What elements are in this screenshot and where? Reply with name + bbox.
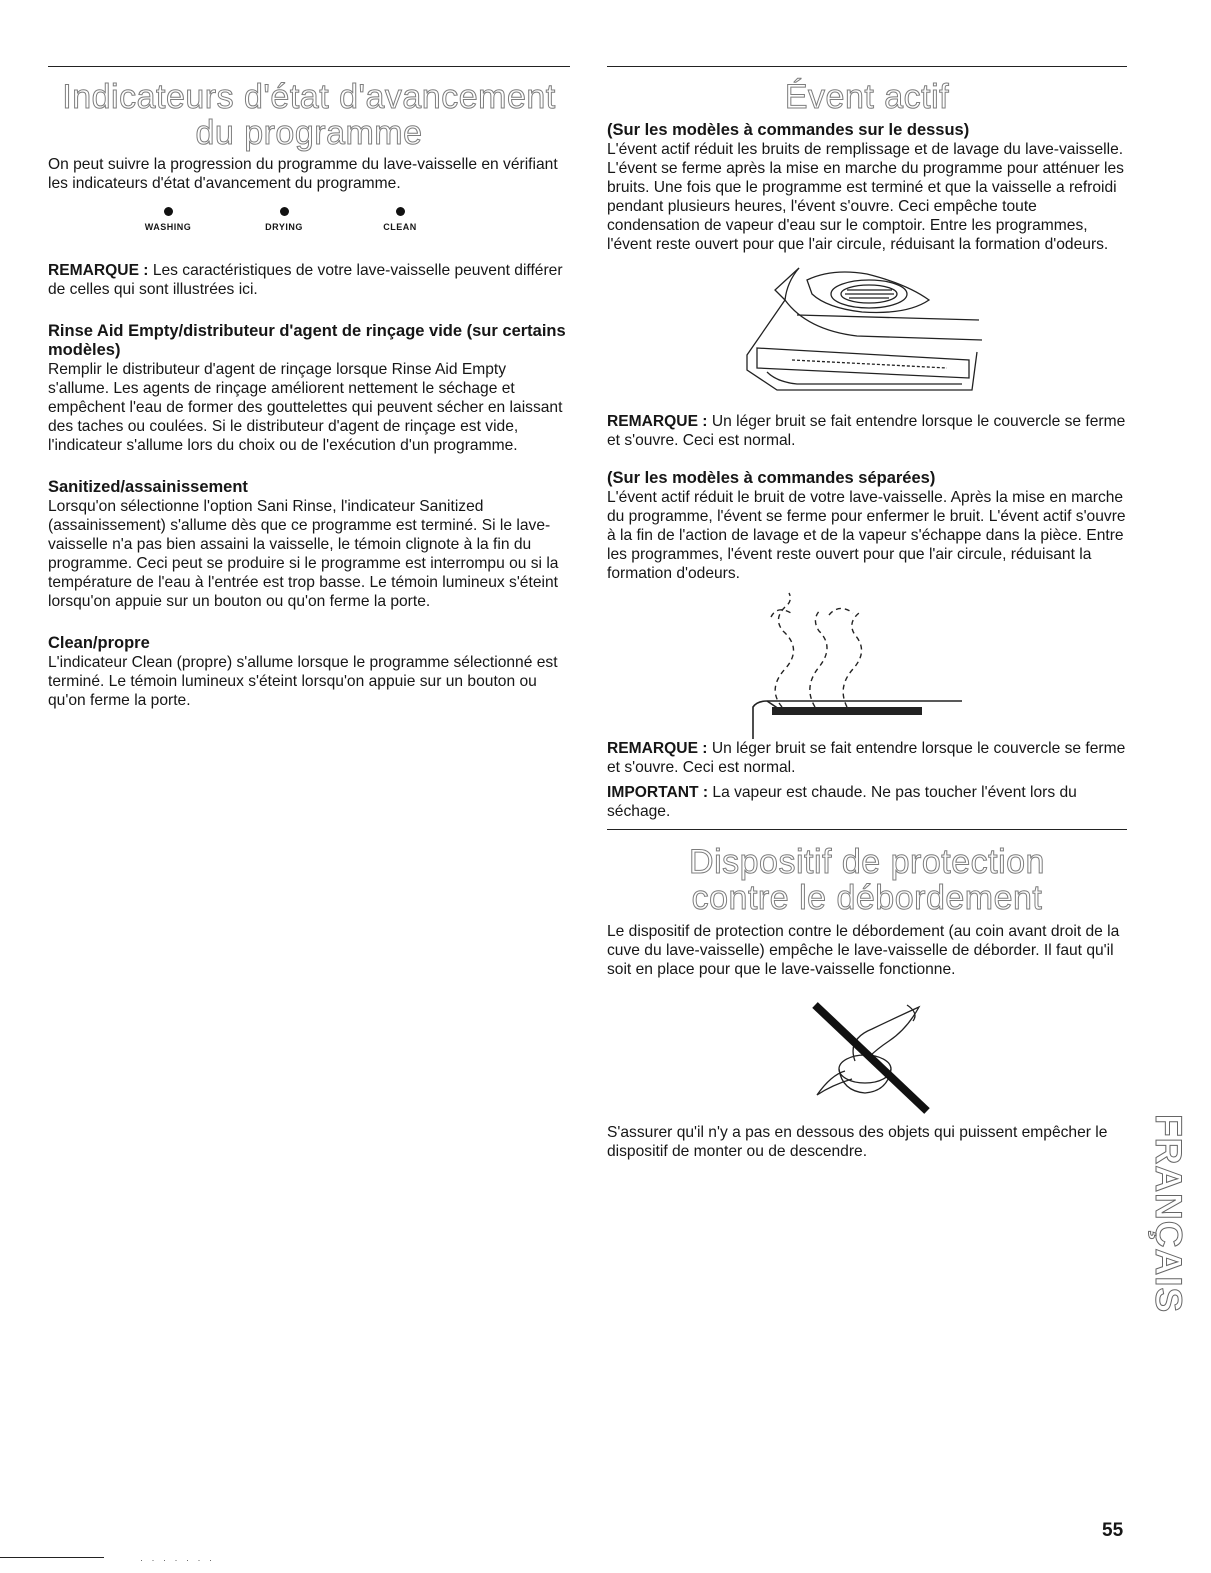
indicator-label: DRYING bbox=[265, 222, 303, 232]
overfill-float-illustration bbox=[607, 999, 1127, 1121]
indicator-clean bbox=[360, 207, 440, 232]
title-line: Dispositif de protection bbox=[689, 843, 1045, 881]
vent-section-title: Évent actif bbox=[784, 78, 950, 116]
indicator-drying bbox=[244, 207, 324, 232]
page-number: 55 bbox=[1102, 1520, 1124, 1541]
clean-heading: Clean/propre bbox=[48, 634, 150, 652]
title-line: du programme bbox=[195, 114, 423, 152]
footer-fragment: · · · · · · · bbox=[140, 1555, 215, 1565]
sanitized-body: Lorsqu'on sélectionne l'option Sani Rinse, l'indicateur Sanitized (assainissement) s'allume dès que ce programme est terminé. Si le lave-vaisselle n'a pas bien assaini la vaisselle, le témoin clignote à la fin du programme. Ceci peut se produire si le programme est interrompu ou si la température de l'eau à l'entrée est trop basse. Le témoin lumineux s'éteint lorsqu'on appuie sur un bouton ou qu'on ferme la porte. bbox=[48, 498, 559, 610]
overfill-caption: S'assurer qu'il n'y a pas en dessous des objets qui puissent empêcher le dispositif de monter ou de descendre. bbox=[607, 1124, 1108, 1160]
title-line: contre le débordement bbox=[691, 879, 1043, 917]
footer-rule bbox=[0, 1557, 104, 1558]
left-column bbox=[48, 66, 570, 710]
title-line: Indicateurs d'état d'avancement bbox=[62, 78, 556, 116]
sanitized-heading: Sanitized/assainissement bbox=[48, 478, 248, 496]
rinse-aid-body: Remplir le distributeur d'agent de rinçage lorsque Rinse Aid Empty s'allume. Les agents de rinçage améliorent nettement le séchage et empêchent l'eau de former des gouttelettes qui peuvent sécher en laissant des taches ou coulées. Si le distributeur d'agent de rinçage est vide, l'indicateur s'allume lors du choix ou de l'exécution d'un programme. bbox=[48, 361, 563, 454]
note-label: REMARQUE : bbox=[607, 413, 708, 430]
progress-intro: On peut suivre la progression du programme du lave-vaisselle en vérifiant les indicateurs d'état d'avancement du programme. bbox=[48, 156, 558, 192]
vent-note-2 bbox=[607, 739, 1127, 777]
right-column bbox=[607, 66, 1127, 1161]
section-rule bbox=[48, 66, 570, 67]
vent-top-body: L'évent actif réduit les bruits de remplissage et de lavage du lave-vaisselle. L'évent se ferme après la mise en marche du programme pour atténuer les bruits. Une fois que le programme est terminé et que la vaisselle a refroidi pendant plusieurs heures, l'évent s'ouvre. Ceci empêche toute condensation de vapeur d'eau sur le comptoir. Entre les programmes, l'évent reste ouvert pour que l'air circule, réduisant la formation d'odeurs. bbox=[607, 141, 1124, 253]
note-text: Les caractéristiques de votre lave-vaisselle peuvent différer de celles qui sont illustrées ici. bbox=[48, 262, 563, 298]
note-label: REMARQUE : bbox=[607, 740, 708, 757]
indicator-light-icon bbox=[164, 207, 173, 216]
language-side-tab: FRANÇAIS bbox=[1148, 1114, 1189, 1314]
float-prohibited-drawing bbox=[607, 999, 1127, 1121]
indicator-light-icon bbox=[396, 207, 405, 216]
vent-separate-body: L'évent actif réduit le bruit de votre lave-vaisselle. Après la mise en marche du programme, l'évent se ferme pour enfermer le bruit. L'évent actif s'ouvre à la fin de l'action de lavage et de la vapeur s'échappe dans la pièce. Entre les programmes, l'évent reste ouvert pour que l'air circule, réduisant la formation d'odeurs. bbox=[607, 489, 1126, 582]
section-rule bbox=[607, 66, 1127, 67]
important-text: La vapeur est chaude. Ne pas toucher l'évent lors du séchage. bbox=[607, 784, 1077, 820]
vent-note-1 bbox=[607, 412, 1127, 450]
indicator-label: CLEAN bbox=[383, 222, 417, 232]
vent-top-heading: (Sur les modèles à commandes sur le dessus) bbox=[607, 121, 970, 139]
vent-top-illustration bbox=[607, 260, 1127, 410]
rinse-aid-heading: Rinse Aid Empty/distributeur d'agent de rinçage vide (sur certains modèles) bbox=[48, 322, 566, 359]
indicator-light-icon bbox=[280, 207, 289, 216]
vent-steam-illustration bbox=[607, 589, 1127, 739]
section-rule bbox=[607, 829, 1127, 830]
indicator-label: WASHING bbox=[144, 222, 192, 232]
overfill-section-title bbox=[607, 844, 1127, 916]
note-label: REMARQUE : bbox=[48, 262, 149, 279]
vent-important bbox=[607, 783, 1127, 821]
overfill-body: Le dispositif de protection contre le débordement (au coin avant droit de la cuve du lave-vaisselle) empêche le lave-vaisselle de déborder. Il faut qu'il soit en place pour que le lave-vaisselle fonctionne. bbox=[607, 923, 1120, 978]
vent-top-drawing bbox=[607, 260, 1127, 410]
clean-body: L'indicateur Clean (propre) s'allume lorsque le programme sélectionné est terminé. Le témoin lumineux s'éteint lorsqu'on appuie sur un bouton ou qu'on ferme la porte. bbox=[48, 654, 558, 709]
note-text: Un léger bruit se fait entendre lorsque le couvercle se ferme et s'ouvre. Ceci est normal. bbox=[607, 740, 1126, 776]
important-label: IMPORTANT : bbox=[607, 784, 709, 801]
progress-note bbox=[48, 261, 570, 299]
vent-separate-heading: (Sur les modèles à commandes séparées) bbox=[607, 469, 936, 487]
progress-indicators bbox=[48, 207, 570, 251]
steam-vent-drawing bbox=[607, 589, 1127, 739]
indicator-washing bbox=[128, 207, 208, 232]
note-text: Un léger bruit se fait entendre lorsque le couvercle se ferme et s'ouvre. Ceci est normal. bbox=[607, 413, 1126, 449]
progress-section-title bbox=[48, 79, 570, 151]
